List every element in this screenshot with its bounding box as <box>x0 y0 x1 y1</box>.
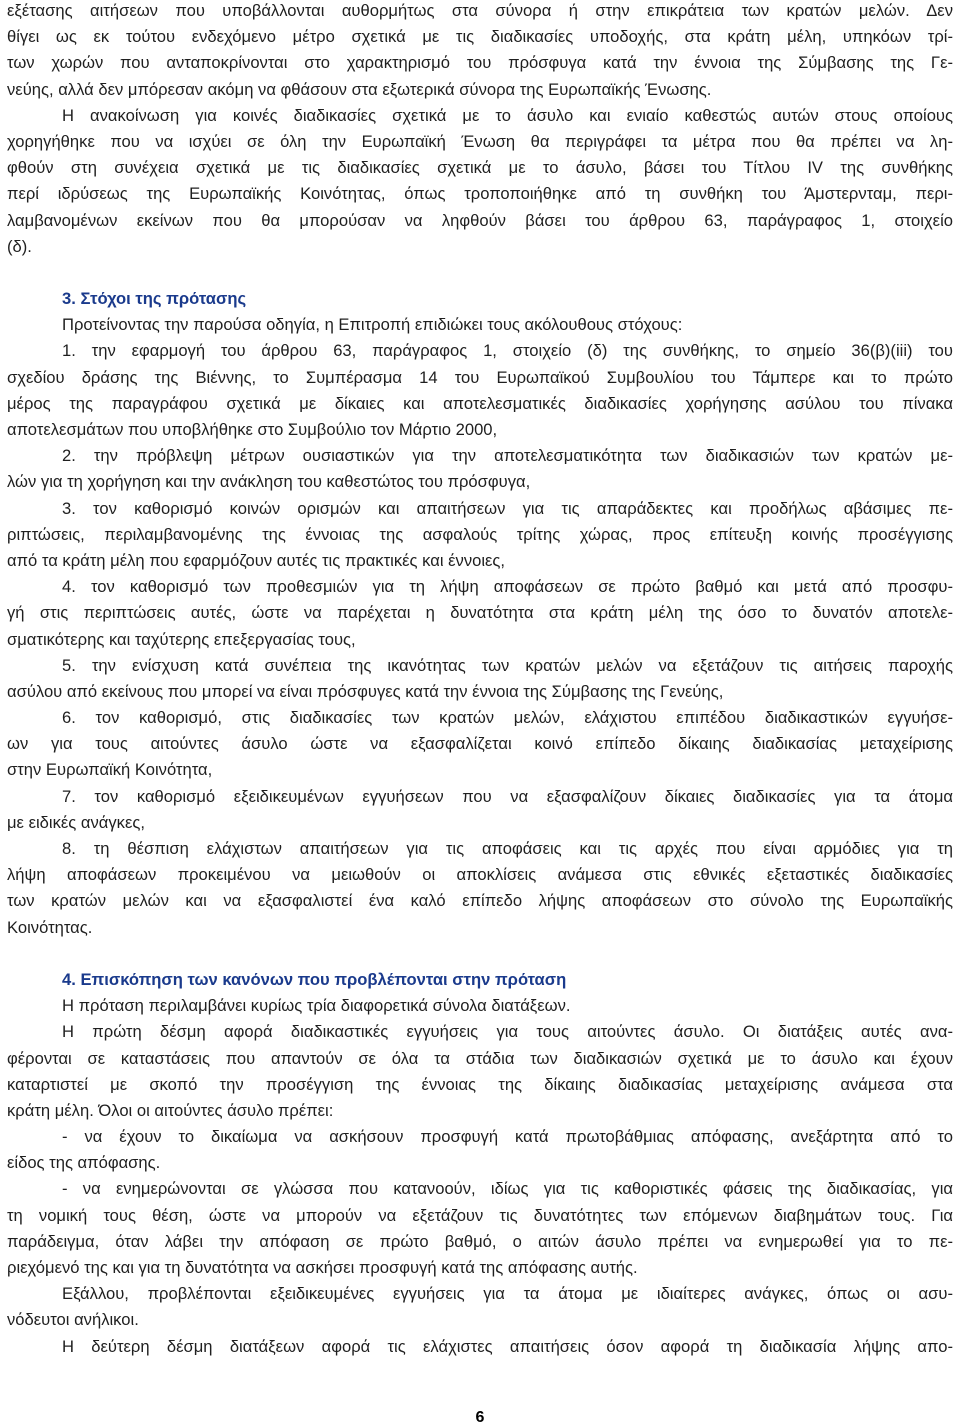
list-item-line: σματικότερης και ταχύτερης επεξεργασίας τους, <box>7 629 356 649</box>
list-item-line: μέρος της παραγράφου σχετικά με δίκαιες και αποτελεσματικές διαδικασίες χορήγησης ασύλου του πίνακα <box>7 393 953 413</box>
section-3-number: 3. <box>62 289 76 309</box>
list-item-line: 3. τον καθορισμό κοινών ορισμών και απαιτήσεων για τις απαράδεκτες και προδήλως αβάσιμες πε- <box>62 498 953 518</box>
bullet-line: ριεχόμενό της και για τη δυνατότητα να ασκήσει προσφυγή κατά της απόφασης αυτής. <box>7 1258 638 1277</box>
list-item-line: 2. την πρόβλεψη μέτρων ουσιαστικών για την αποτελεσματικότητα των διαδικασιών των κρατών με- <box>62 446 953 466</box>
text-line: νόδευτοι ανήλικοι. <box>7 1310 139 1330</box>
text-line: χορηγήθηκε που να ισχύει σε όλη την Ευρωπαϊκή Ένωση θα περιγράφει τα μέτρα που θα πρέπει να λη- <box>7 131 953 151</box>
text-line: λαμβανομένων εκείνων που θα μπορούσαν να ληφθούν βάσει του άρθρου 63, παράγραφος 1, στοιχείο <box>7 210 953 230</box>
document-body <box>7 0 953 1360</box>
section-3-intro: Προτείνοντας την παρούσα οδηγία, η Επιτροπή επιδιώκει τους ακόλουθους στόχους: <box>62 315 683 335</box>
list-item-line: 5. την ενίσχυση κατά συνέπεια της ικανότητας των κρατών μελών να εξετάζουν τις αιτήσεις παροχής <box>62 655 953 675</box>
list-item-line: στην Ευρωπαϊκή Κοινότητα, <box>7 760 213 780</box>
list-item-line: 4. τον καθορισμό των προθεσμιών για τη λήψη αποφάσεων σε πρώτο βαθμό και μετά από προσφυ- <box>62 577 953 597</box>
list-item-line: Κοινότητας. <box>7 917 93 937</box>
text-line: Η ανακοίνωση για κοινές διαδικασίες σχετικά με το άσυλο και ενιαίο καθεστώς αυτών στους οποίους <box>62 105 953 125</box>
text-line: κράτη μέλη. Όλοι οι αιτούντες άσυλο πρέπει: <box>7 1100 334 1120</box>
list-item-line: λήψη αποφάσεων προκειμένου να μειωθούν οι αποκλίσεις ανάμεσα στις εθνικές εξεταστικές διαδικασίες <box>7 865 953 885</box>
text-line: καταρτιστεί με σκοπό την προσέγγιση της έννοιας της δίκαιης διαδικασίας μεταχείρισης ανάμεσα στα <box>7 1074 953 1094</box>
list-item-line: σχεδίου δράσης της Βιέννης, το Συμπέρασμα 14 του Ευρωπαϊκού Συμβουλίου του Τάμπερε και το πρώτο <box>7 367 953 387</box>
text-line: (δ). <box>7 236 32 256</box>
text-line: φέρονται σε καταστάσεις που απαντούν σε όλα τα στάδια των διαδικασιών σχετικά με το άσυλο και έχουν <box>7 1048 953 1068</box>
bullet-line: - να έχουν το δικαίωμα να ασκήσουν προσφυγή κατά πρωτοβάθμιας απόφασης, ανεξάρτητα από το <box>62 1127 953 1147</box>
list-item-line: ων για τους αιτούντες άσυλο ώστε να εξασφαλίζεται κοινό επίπεδο δίκαιης διαδικασίας μεταχείρισης <box>7 734 953 754</box>
list-item-line: ριπτώσεις, περιλαμβανομένης της έννοιας της ασφαλούς τρίτης χώρας, προς επίτευξη κοινής προσέγγισης <box>7 524 953 544</box>
bullet-line: παράδειγμα, όταν λάβει την απόφαση σε πρώτο βαθμό, ο αιτών άσυλο πρέπει να ενημερωθεί για το πε- <box>7 1231 953 1251</box>
text-line: θίγει ως εκ τούτου ενδεχόμενο μέτρο σχετικά με τις διαδικασίες υποδοχής, στα κράτη μέλη, υπηκόων τρί- <box>7 27 953 47</box>
list-item-line: με ειδικές ανάγκες, <box>7 812 145 832</box>
section-4-intro: Η πρόταση περιλαμβάνει κυρίως τρία διαφορετικά σύνολα διατάξεων. <box>62 996 571 1016</box>
list-item-line: 1. την εφαρμογή του άρθρου 63, παράγραφος 1, στοιχείο (δ) της συνθήκης, το σημείο 36(β)(iii) του <box>62 341 953 361</box>
page-number: 6 <box>475 1409 485 1426</box>
list-item-line: 7. τον καθορισμό εξειδικευμένων εγγυήσεων που να εξασφαλίζουν δίκαιες διαδικασίες για τα άτομα <box>62 786 953 806</box>
bullet-line: είδος της απόφασης. <box>7 1153 161 1173</box>
bullet-line: τη νομική τους θέση, ώστε να μπορούν να εξετάζουν τις δυνατότητες των επόμενων διαβημάτων τους. Για <box>7 1205 953 1225</box>
list-item-line: των κρατών μελών και να εξασφαλιστεί ένα καλό επίπεδο λήψης αποφάσεων στο σύνολο της Ευρωπαϊκής <box>7 891 953 911</box>
section-4-number: 4. <box>62 969 76 989</box>
text-line: φθούν στη συνέχεια σχετικά με τις διαδικασίες σχετικά με το άσυλο, βάσει του Τίτλου IV της συνθήκης <box>7 158 953 178</box>
text-line: Η δεύτερη δέσμη διατάξεων αφορά τις ελάχιστες απαιτήσεις όσον αφορά τη διαδικασία λήψης απο- <box>62 1336 953 1356</box>
text-line: των χωρών που ανταποκρίνονται στο χαρακτηρισμό του πρόσφυγα κατά την έννοια της Σύμβασης της Γε- <box>7 53 953 73</box>
list-item-line: 8. τη θέσπιση ελάχιστων απαιτήσεων για τις αποφάσεις και τις αρχές που είναι αρμόδιες για τη <box>62 839 953 858</box>
list-item-line: από τα κράτη μέλη που εφαρμόζουν αυτές τις πρακτικές και έννοιες, <box>7 550 506 570</box>
list-item-line: αποτελεσμάτων που υποβλήθηκε στο Συμβούλιο τον Μάρτιο 2000, <box>7 420 498 439</box>
section-3-heading <box>7 286 953 312</box>
section-4-title: Επισκόπηση των κανόνων που προβλέπονται στην πρόταση <box>80 969 567 989</box>
text-line: Εξάλλου, προβλέπονται εξειδικευμένες εγγυήσεις για τα άτομα με ιδιαίτερες ανάγκες, όπως οι ασυ- <box>62 1284 953 1304</box>
text-line: Η πρώτη δέσμη αφορά διαδικαστικές εγγυήσεις για τους αιτούντες άσυλο. Οι διατάξεις αυτές ανα- <box>62 1022 953 1042</box>
list-item-line: ασύλου από εκείνους που μπορεί να είναι πρόσφυγες κατά την έννοια της Σύμβασης της Γενεύης, <box>7 681 724 701</box>
list-item-line: γή στις περιπτώσεις αυτές, ώστε να παρέχεται η δυνατότητα στα κράτη μέλη της όσο το δυνατόν αποτελε- <box>7 603 953 623</box>
list-item-line: 6. τον καθορισμό, στις διαδικασίες των κρατών μελών, ελάχιστου επιπέδου διαδικαστικών εγγυήσε- <box>62 708 953 728</box>
spacer <box>7 260 953 286</box>
text-line: εξέτασης αιτήσεων που υποβάλλονται αυθορμήτως στα σύνορα ή στην επικράτεια των κρατών μελών. Δεν <box>7 1 953 20</box>
text-line: περί ιδρύσεως της Ευρωπαϊκής Κοινότητας, όπως τροποποιήθηκε από τη συνθήκη του Άμστερνταμ, περι- <box>7 184 953 204</box>
section-3-title: Στόχοι της πρότασης <box>80 289 247 309</box>
bullet-line: - να ενημερώνονται σε γλώσσα που κατανοούν, ιδίως για τις καθοριστικές φάσεις της διαδικασίας, για <box>62 1179 953 1199</box>
spacer <box>7 941 953 967</box>
list-item-line: λών για τη χορήγηση και την ανάκληση του καθεστώτος του πρόσφυγα, <box>7 472 531 492</box>
section-4-heading <box>7 967 953 993</box>
text-line: νεύης, αλλά δεν μπόρεσαν ακόμη να φθάσουν στα εξωτερικά σύνορα της Ευρωπαϊκής Ένωσης. <box>7 79 712 99</box>
